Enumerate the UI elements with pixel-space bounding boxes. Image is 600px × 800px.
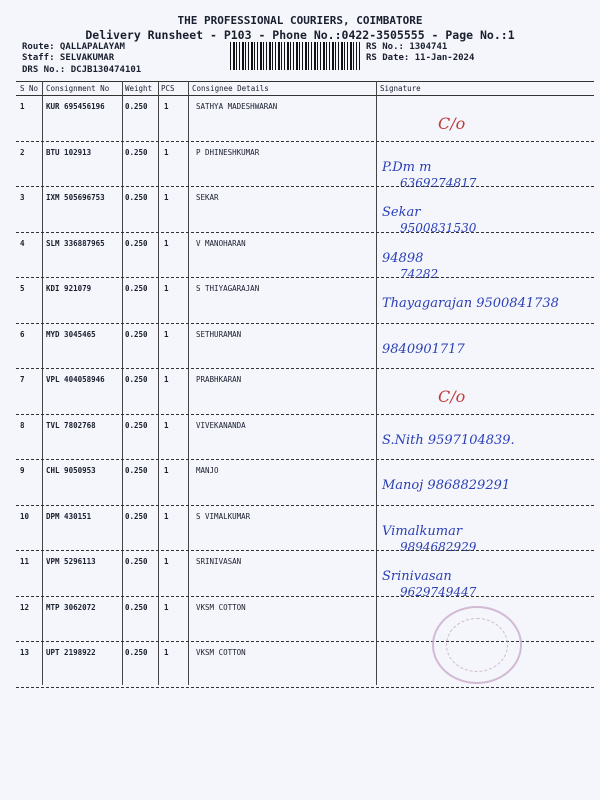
cell-sno: 11 bbox=[20, 557, 30, 566]
staff-label: Staff: SELVAKUMAR bbox=[22, 53, 115, 63]
cell-cons: KDI 921079 bbox=[46, 284, 92, 293]
row-divider bbox=[16, 141, 594, 142]
row-divider bbox=[16, 323, 594, 324]
cell-weight: 0.250 bbox=[125, 238, 148, 248]
company-stamp bbox=[432, 606, 522, 684]
cell-name: PRABHKARAN bbox=[196, 375, 242, 384]
signature-line-2: 6369274817 bbox=[400, 175, 477, 190]
cell-sno: 13 bbox=[20, 648, 30, 657]
cell-weight: 0.250 bbox=[125, 329, 148, 339]
cell-name: V MANOHARAN bbox=[196, 238, 246, 248]
col-header-signature: Signature bbox=[380, 84, 421, 93]
cell-sno: 1 bbox=[20, 102, 25, 111]
barcode bbox=[230, 42, 360, 70]
cell-name: P DHINESHKUMAR bbox=[196, 147, 260, 157]
signature-line-1: S.Nith 9597104839. bbox=[382, 432, 515, 448]
signature-line-1: C/o bbox=[438, 114, 466, 133]
cell-sno: 3 bbox=[20, 193, 25, 202]
cell-pcs: 1 bbox=[164, 511, 169, 521]
signature-line-1: 9840901717 bbox=[382, 341, 465, 357]
cell-cons: VPM 5296113 bbox=[46, 557, 96, 566]
row-divider bbox=[16, 550, 594, 551]
cell-sno: 10 bbox=[20, 511, 30, 521]
cell-weight: 0.250 bbox=[125, 375, 148, 384]
cell-weight: 0.250 bbox=[125, 420, 148, 430]
cell-weight: 0.250 bbox=[125, 557, 148, 566]
row-divider bbox=[16, 277, 594, 278]
cell-weight: 0.250 bbox=[125, 511, 148, 521]
cell-name: SEKAR bbox=[196, 193, 219, 202]
cell-sno: 7 bbox=[20, 375, 25, 384]
col-divider bbox=[42, 81, 43, 685]
cell-cons: TVL 7802768 bbox=[46, 420, 96, 430]
cell-sno: 12 bbox=[20, 602, 30, 612]
row-divider bbox=[16, 232, 594, 233]
cell-name: VKSM COTTON bbox=[196, 602, 246, 612]
col-divider bbox=[376, 81, 377, 685]
signature-line-2: 9500831530 bbox=[400, 221, 477, 235]
signature-line-1: P.Dm m bbox=[382, 159, 432, 175]
drs-label: DRS No.: DCJB130474101 bbox=[22, 65, 142, 75]
col-header-sno: S No bbox=[20, 84, 39, 93]
col-header-consignee: Consignee Details bbox=[192, 84, 269, 93]
cell-cons: MYD 3045465 bbox=[46, 329, 96, 339]
signature-line-1: C/o bbox=[438, 387, 466, 406]
cell-pcs: 1 bbox=[164, 375, 169, 384]
rs-date-label: RS Date: 11-Jan-2024 bbox=[366, 53, 475, 63]
signature-line-1: 94898 bbox=[382, 250, 424, 266]
signature-line-1: Vimalkumar bbox=[382, 523, 463, 539]
header-bottom-border bbox=[16, 95, 594, 96]
cell-weight: 0.250 bbox=[125, 466, 148, 475]
cell-sno: 6 bbox=[20, 329, 25, 339]
signature-line-1: Sekar bbox=[382, 205, 421, 220]
cell-weight: 0.250 bbox=[125, 102, 148, 111]
col-divider bbox=[158, 81, 159, 685]
cell-cons: KUR 695456196 bbox=[46, 102, 105, 111]
cell-cons: BTU 102913 bbox=[46, 147, 92, 157]
runsheet-subtitle: Delivery Runsheet - P103 - Phone No.:0422-3505555 - Page No.:1 bbox=[85, 28, 515, 42]
cell-name: VKSM COTTON bbox=[196, 648, 246, 657]
cell-pcs: 1 bbox=[164, 602, 169, 612]
rs-no-label: RS No.: 1304741 bbox=[366, 42, 448, 52]
cell-sno: 8 bbox=[20, 420, 25, 430]
col-header-pcs: PCS bbox=[161, 84, 175, 93]
signature-line-2: 74282 bbox=[400, 266, 439, 281]
row-divider bbox=[16, 186, 594, 187]
col-divider bbox=[122, 81, 123, 685]
cell-name: S THIYAGARAJAN bbox=[196, 284, 260, 293]
cell-weight: 0.250 bbox=[125, 147, 148, 157]
cell-pcs: 1 bbox=[164, 466, 169, 475]
cell-pcs: 1 bbox=[164, 102, 169, 111]
cell-weight: 0.250 bbox=[125, 648, 148, 657]
cell-weight: 0.250 bbox=[125, 284, 148, 293]
cell-cons: MTP 3062072 bbox=[46, 602, 96, 612]
route-label: Route: QALLAPALAYAM bbox=[22, 42, 125, 52]
cell-sno: 2 bbox=[20, 147, 25, 157]
signature-line-2: 9894682929 bbox=[400, 539, 477, 554]
row-divider bbox=[16, 459, 594, 460]
signature-line-2: 9629749447 bbox=[400, 585, 477, 599]
cell-cons: IXM 505696753 bbox=[46, 193, 105, 202]
cell-weight: 0.250 bbox=[125, 602, 148, 612]
signature-line-1: Srinivasan bbox=[382, 569, 452, 584]
cell-cons: DPM 430151 bbox=[46, 511, 92, 521]
cell-cons: UPT 2198922 bbox=[46, 648, 96, 657]
cell-name: S VIMALKUMAR bbox=[196, 511, 251, 521]
cell-pcs: 1 bbox=[164, 557, 169, 566]
cell-cons: CHL 9050953 bbox=[46, 466, 96, 475]
cell-sno: 5 bbox=[20, 284, 25, 293]
cell-pcs: 1 bbox=[164, 329, 169, 339]
row-divider bbox=[16, 687, 594, 688]
cell-name: SATHYA MADESHWARAN bbox=[196, 102, 278, 111]
row-divider bbox=[16, 596, 594, 597]
cell-sno: 4 bbox=[20, 238, 25, 248]
row-divider bbox=[16, 414, 594, 415]
signature-line-1: Manoj 9868829291 bbox=[382, 478, 511, 493]
col-header-consignment: Consignment No bbox=[46, 84, 110, 93]
table-top-border bbox=[16, 81, 594, 82]
row-divider bbox=[16, 505, 594, 506]
cell-pcs: 1 bbox=[164, 238, 169, 248]
row-divider bbox=[16, 368, 594, 369]
cell-sno: 9 bbox=[20, 466, 25, 475]
cell-pcs: 1 bbox=[164, 147, 169, 157]
cell-weight: 0.250 bbox=[125, 193, 148, 202]
cell-pcs: 1 bbox=[164, 284, 169, 293]
cell-pcs: 1 bbox=[164, 648, 169, 657]
cell-name: SRINIVASAN bbox=[196, 557, 242, 566]
signature-line-1: Thayagarajan 9500841738 bbox=[382, 296, 559, 311]
col-header-weight: Weight bbox=[125, 84, 153, 93]
cell-name: SETHURAMAN bbox=[196, 329, 242, 339]
col-divider bbox=[188, 81, 189, 685]
cell-pcs: 1 bbox=[164, 420, 169, 430]
cell-cons: VPL 404058946 bbox=[46, 375, 105, 384]
cell-name: MANJO bbox=[196, 466, 219, 475]
cell-cons: SLM 336887965 bbox=[46, 238, 105, 248]
company-title: THE PROFESSIONAL COURIERS, COIMBATORE bbox=[177, 14, 423, 27]
cell-name: VIVEKANANDA bbox=[196, 420, 246, 430]
cell-pcs: 1 bbox=[164, 193, 169, 202]
